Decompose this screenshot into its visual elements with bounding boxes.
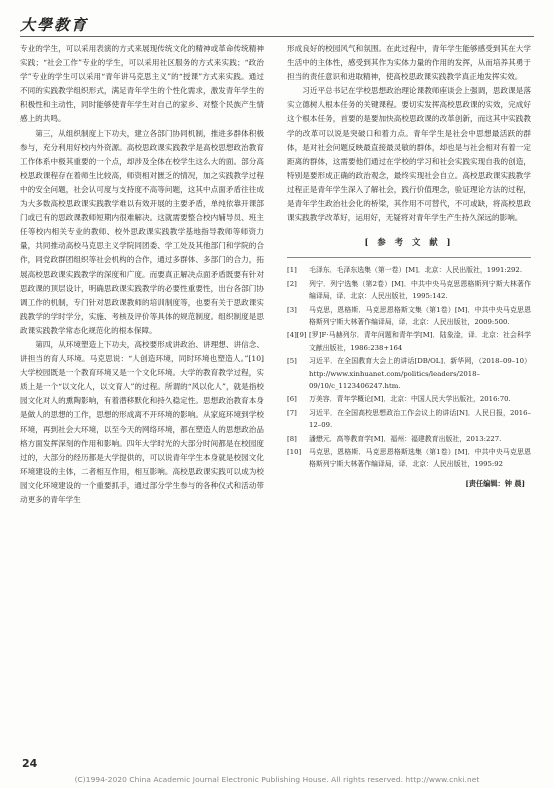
left-text-column <box>20 42 264 507</box>
reference-item <box>287 407 531 432</box>
body-paragraph: 第四，从环境塑造上下功夫，高校要形成讲政治、讲理想、讲信念、讲担当的育人环境。马克思说：“人创造环境，同时环境也塑造人。”[10]大学校园既是一个教育环境又是一个文化环境。大学的教育教学过程，实质上是一个“以文化人，以文育人”的过程。所谓的“风以化人”，就是指校园文化对人的熏陶影响，有着潜移默化和持久稳定性。思想政治教育本身是做人的思想的工作，思想的形成离不开环境的影响。从家庭环境到学校环境，再到社会大环境，以至今天的网络环境，都在塑造人的思想政治品格方面发挥深刻的作用和影响。四年大学时光的大部分时间都是在校园度过的，大部分的经历都是大学提供的，可以说青年学生本身就是校园文化环境建设的主体，二者相互作用，相互影响。高校思政课实践可以成为校园文化环境建设的一个重要抓手，通过部分学生参与的各种仪式和活动带动更多的青年学生 <box>20 339 264 504</box>
reference-item <box>287 393 531 405</box>
reference-number: [10] <box>287 448 302 456</box>
reference-text: 习近平．在全国教育大会上的讲话[DB/OL]．新华网，（2018–09–10）http://www.xinhuanet.com/politics/leaders/2018–09/10/c_1123406247.htm. <box>309 357 531 390</box>
body-paragraph: 形成良好的校园风气和氛围。在此过程中，青年学生能够感受到其在大学生活中的主体性，感受到其作为实体力量的作用的发挥，从而培养其勇于担当的责任意识和进取精神，使高校思政课实践教学真正地发挥实效。 <box>287 44 531 82</box>
reference-text: 万美容．青年学概论[M]．北京：中国人民大学出版社，2016:70. <box>309 395 511 404</box>
right-text-column <box>287 42 531 491</box>
reference-item <box>287 355 531 392</box>
body-paragraph: 第三，从组织制度上下功夫，建立各部门协同机制，推进多群体积极参与，充分利用好校内外资源。高校思政课实践教学是高校思想政治教育工作体系中极其重要的一个点，却涉及全体在校学生这么大的面。部分高校思政课程存在着师生比较高，师资相对匮乏的情况，加之实践教学过程中的安全问题，社会认可度与支持度不高等问题，这其中点面矛盾往往成为大多数高校思政课实践教学难以有效开展的主要矛盾，单纯依靠开课部门或已有的思政课教师短期内很难解决。这就需要整合校内辅导员、班主任等校内相关专业的教师、校外思政课实践教学基地指导教师等师资力量，共同推动高校马克思主义学院同团委、学工处及其他部门和学院的合作，同党政群团组织等社会机构的合作，通过多群体、多部门的合力，拓展高校思政课实践教学的深度和广度。而要真正解决点面矛盾既要有针对思政课的顶层设计，明确思政课实践教学的必要性重要性，出台各部门协调工作的机制，专门针对思政课教师的培训制度等，也要有关于思政课实践教学的学时学分，实施、考核及评价等具体的规范制度。组织制度是思政课实践教学常态化规范化的根本保障。 <box>20 128 264 335</box>
reference-number: [8] <box>287 434 297 443</box>
reference-number: [1] <box>287 266 297 275</box>
reference-text: 马克思，恩格斯．马克思恩格斯选集（第1卷）[M]．中共中央马克思恩格斯列宁斯大林著作编译局，译．北京：人民出版社，1995:92 <box>309 448 531 469</box>
reference-list <box>287 264 531 471</box>
reference-item <box>287 278 531 303</box>
reference-item <box>287 264 531 276</box>
reference-number: [5] <box>287 357 297 366</box>
reference-item <box>287 304 531 329</box>
reference-text: 潘懋元．高等教育学[M]．福州：福建教育出版社，2013:227. <box>309 434 502 443</box>
body-paragraph: 习近平总书记在学校思想政治理论课教师座谈会上强调，思政课是落实立德树人根本任务的关键课程。要切实发挥高校思政课的实效，完成好这个根本任务，首要的是要加快高校思政课的改革创新，而这其中实践教学的改革可以说是突破口和着力点。青年学生是社会中思想最活跃的群体，是对社会问题反映最直接最灵敏的群体，却也是与社会相对有着一定距离的群体，这需要他们通过在学校的学习和社会实践实现自我的创造，特别是要形成正确的政治观念，最终实现社会自立。高校思政课实践教学过程正是青年学生深入了解社会，践行价值理念，验证理论方法的过程，是青年学生政治社会化的桥梁，其作用不可替代，不可或缺，将高校思政课实践教学改革好，运用好，无疑将对青年学生产生持久深远的影响。 <box>287 86 531 223</box>
header-rule <box>20 36 534 37</box>
reference-text: 列宁．列宁选集（第2卷）[M]．中共中央马克思恩格斯列宁斯大林著作编译局，译．北京：人民出版社，1995:142. <box>309 279 531 301</box>
reference-number: [6] <box>287 395 297 404</box>
reference-text: 毛泽东．毛泽东选集（第一卷）[M]．北京：人民出版社，1991:292. <box>309 266 523 275</box>
page-number: 24 <box>22 757 38 770</box>
reference-item <box>287 329 531 354</box>
reference-text: [罗]F·马赫列尔．青年问题和青年学[M]．陆象淦，译．北京：社会科学文献出版社，1986:238+164 <box>309 331 531 352</box>
journal-masthead: 大學教育 <box>20 16 89 34</box>
responsible-editor: [责任编辑：钟 晨] <box>465 478 525 488</box>
body-paragraph: 专业的学生，可以采用表演的方式来展现传统文化的精神或革命传统精神实践；“社会工作”专业的学生，可以采用社区服务的方式来实践；“政治学”专业的学生可以采用“青年讲马克思主义”的“授课”方式来实践。通过不同的实践教学组织形式，满足青年学生的个性化需求，激发青年学生的积极性和主动性，同时能够使青年学生对自己的家乡、对整个民族产生情感上的共鸣。 <box>20 44 264 124</box>
reference-text: 习近平．在全国高校思想政治工作会议上的讲话[N]．人民日报，2016–12–09. <box>309 408 531 430</box>
reference-number: [4][9] <box>287 331 307 340</box>
copyright-footer: (C)1994-2020 China Academic Journal Electronic Publishing House. All rights reserved. http://www.cnki.net <box>74 775 480 784</box>
reference-number: [7] <box>287 408 297 417</box>
reference-item <box>287 433 531 445</box>
references-heading: [ 参 考 文 献 ] <box>364 237 454 248</box>
reference-number: [2] <box>287 279 297 288</box>
reference-number: [3] <box>287 305 297 314</box>
reference-text: 马克思，恩格斯．马克思恩格斯文集（第1卷）[M]．中共中央马克思恩格斯列宁斯大林著作编译局，译．北京：人民出版社，2009:500. <box>309 305 531 326</box>
references-rule <box>287 257 531 258</box>
reference-item <box>287 446 531 471</box>
